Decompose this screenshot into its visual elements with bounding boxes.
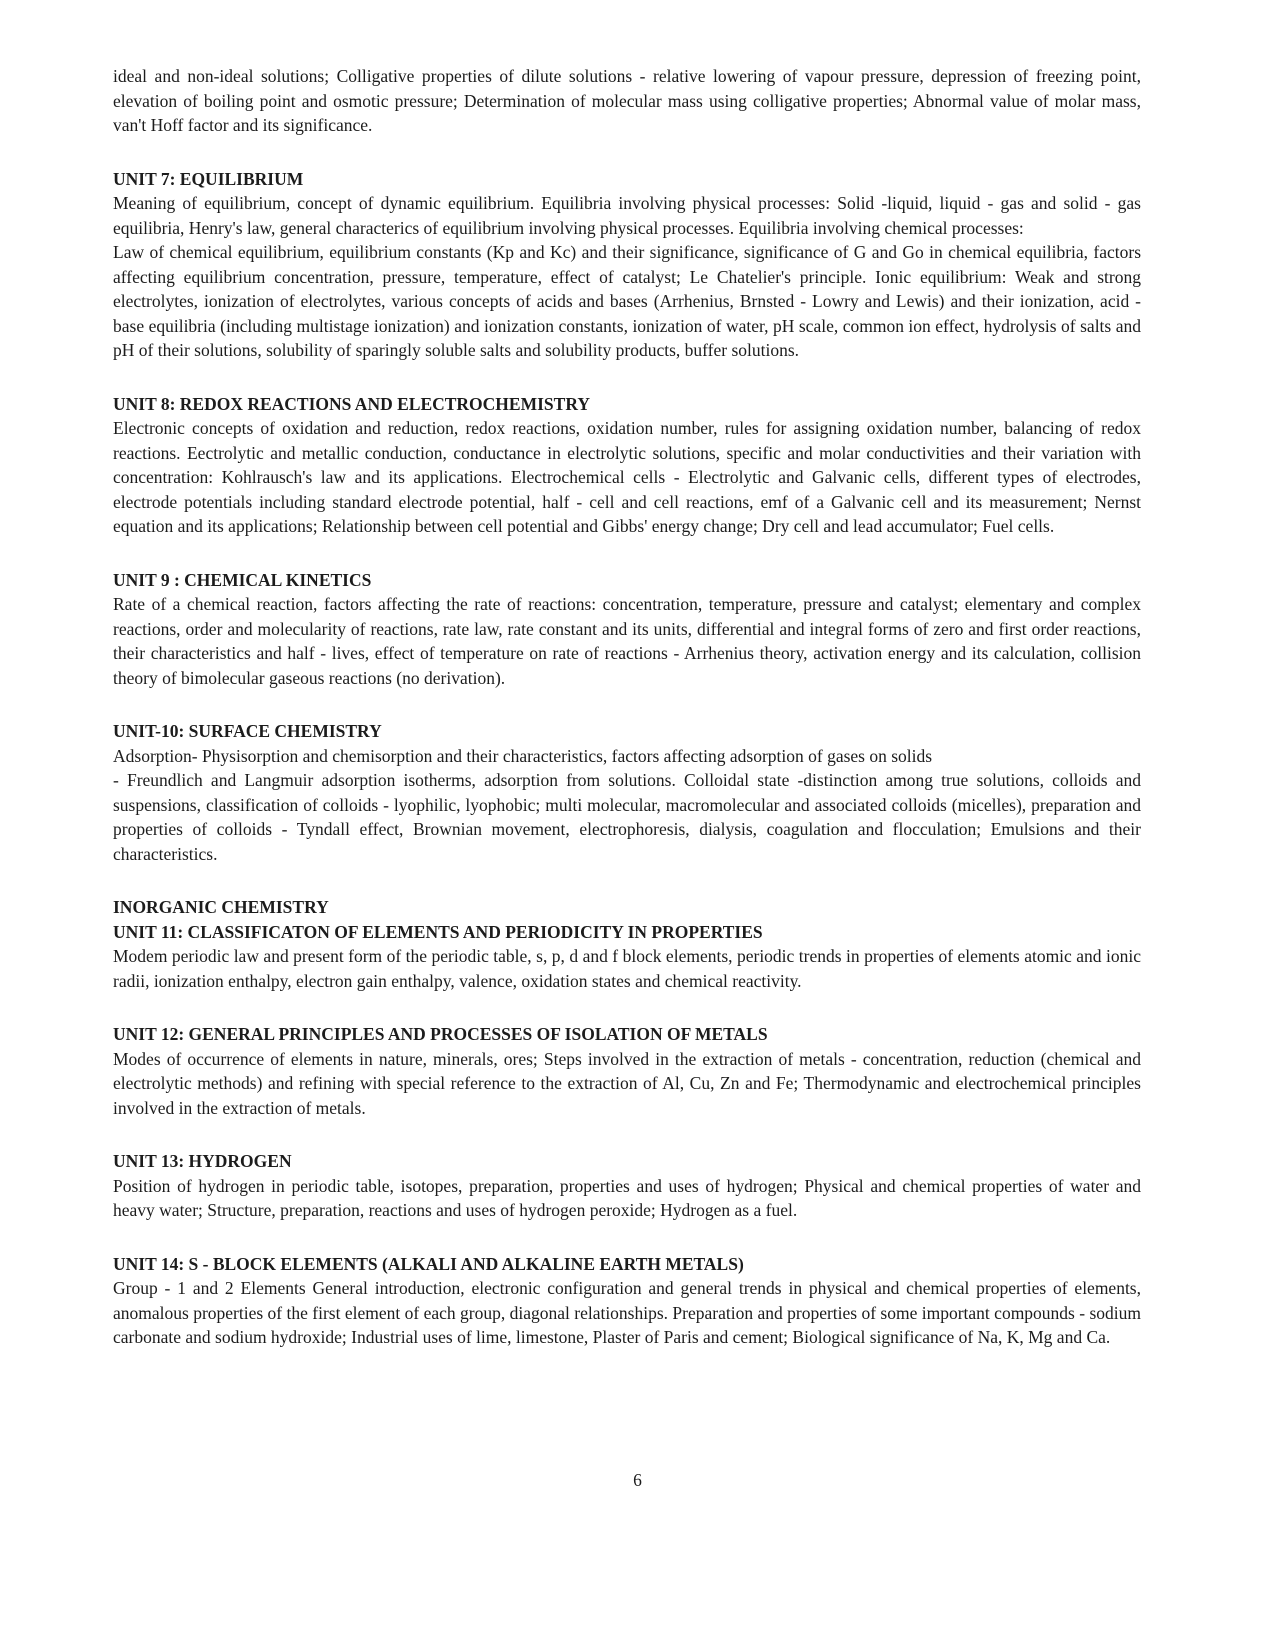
unit-12-heading: UNIT 12: GENERAL PRINCIPLES AND PROCESSES OF ISOLATION OF METALS [113, 1024, 768, 1044]
unit-11-heading: UNIT 11: CLASSIFICATON OF ELEMENTS AND PERIODICITY IN PROPERTIES [113, 921, 763, 942]
paragraph: Electronic concepts of oxidation and reduction, redox reactions, oxidation number, rules for assigning oxidation number, balancing of redox reactions. Eectrolytic and metallic conduction, conductance in electrolytic solutions, specific and molar conductivities and their variation with concentration: Kohlrausch's law and its applications. Electrochemical cells - Electrolytic and Galvanic cells, different types of electrodes, electrode potentials including standard electrode potential, half - cell and cell reactions, emf of a Galvanic cell and its measurement; Nernst equation and its applications; Relationship between cell potential and Gibbs' energy change; Dry cell and lead accumulator; Fuel cells. [113, 418, 1141, 536]
paragraph: - Freundlich and Langmuir adsorption isotherms, adsorption from solutions. Colloidal state -distinction among true solutions, colloids and suspensions, classification of colloids - lyophilic, lyophobic; multi molecular, macromolecular and associated colloids (micelles), preparation and properties of colloids - Tyndall effect, Brownian movement, electrophoresis, dialysis, coagulation and flocculation; Emulsions and their characteristics. [113, 770, 1141, 864]
paragraph: Adsorption- Physisorption and chemisorption and their characteristics, factors affecting adsorption of gases on solids [113, 745, 933, 766]
paragraph: Rate of a chemical reaction, factors affecting the rate of reactions: concentration, temperature, pressure and catalyst; elementary and complex reactions, order and molecularity of reactions, rate law, rate constant and its units, differential and integral forms of zero and first order reactions, their characteristics and half - lives, effect of temperature on rate of reactions - Arrhenius theory, activation energy and its calculation, collision theory of bimolecular gaseous reactions (no derivation). [113, 594, 1141, 688]
section-unit-11-classification-periodicity [113, 895, 1141, 993]
paragraph: Modem periodic law and present form of the periodic table, s, p, d and f block elements, periodic trends in properties of elements atomic and ionic radii, ionization enthalpy, electron gain enthalpy, valence, oxidation states and chemical reactivity. [113, 946, 1141, 991]
unit-14-heading: UNIT 14: S - BLOCK ELEMENTS (ALKALI AND ALKALINE EARTH METALS) [113, 1253, 744, 1274]
page-content [113, 64, 1141, 1379]
unit-13-heading: UNIT 13: HYDROGEN [113, 1151, 292, 1171]
section-solutions-continued [113, 64, 1141, 138]
paragraph: ideal and non-ideal solutions; Colligative properties of dilute solutions - relative lowering of vapour pressure, depression of freezing point, elevation of boiling point and osmotic pressure; Determination of molecular mass using colligative properties; Abnormal value of molar mass, van't Hoff factor and its significance. [113, 66, 1141, 135]
unit-9-heading: UNIT 9 : CHEMICAL KINETICS [113, 569, 372, 590]
section-unit-9-chemical-kinetics [113, 568, 1141, 691]
inorganic-chemistry-heading: INORGANIC CHEMISTRY [113, 897, 329, 917]
paragraph: Meaning of equilibrium, concept of dynamic equilibrium. Equilibria involving physical processes: Solid -liquid, liquid - gas and solid - gas equilibria, Henry's law, general characterics of equilibrium involving physical processes. Equilibria involving chemical processes: [113, 193, 1141, 238]
unit-10-heading: UNIT-10: SURFACE CHEMISTRY [113, 721, 382, 741]
paragraph: Group - 1 and 2 Elements General introduction, electronic configuration and general trends in physical and chemical properties of elements, anomalous properties of the first element of each group, diagonal relationships. Preparation and properties of some important compounds - sodium carbonate and sodium hydroxide; Industrial uses of lime, limestone, Plaster of Paris and cement; Biological significance of Na, K, Mg and Ca. [113, 1278, 1141, 1347]
page-number: 6 [633, 1470, 642, 1490]
section-unit-8-redox-electrochemistry [113, 392, 1141, 539]
paragraph: Modes of occurrence of elements in nature, minerals, ores; Steps involved in the extraction of metals - concentration, reduction (chemical and electrolytic methods) and refining with special reference to the extraction of Al, Cu, Zn and Fe; Thermodynamic and electrochemical principles involved in the extraction of metals. [113, 1048, 1141, 1118]
section-unit-10-surface-chemistry [113, 719, 1141, 866]
unit-8-heading: UNIT 8: REDOX REACTIONS AND ELECTROCHEMISTRY [113, 393, 590, 414]
unit-7-heading: UNIT 7: EQUILIBRIUM [113, 168, 304, 189]
section-unit-14-s-block-elements [113, 1252, 1141, 1350]
section-unit-12-isolation-of-metals [113, 1022, 1141, 1120]
page-footer [0, 1468, 1275, 1493]
section-unit-13-hydrogen [113, 1149, 1141, 1223]
section-unit-7-equilibrium [113, 167, 1141, 363]
paragraph: Position of hydrogen in periodic table, isotopes, preparation, properties and uses of hydrogen; Physical and chemical properties of water and heavy water; Structure, preparation, reactions and uses of hydrogen peroxide; Hydrogen as a fuel. [113, 1175, 1141, 1220]
paragraph: Law of chemical equilibrium, equilibrium constants (Kp and Kc) and their significance, significance of G and Go in chemical equilibria, factors affecting equilibrium concentration, pressure, temperature, effect of catalyst; Le Chatelier's principle. Ionic equilibrium: Weak and strong electrolytes, ionization of electrolytes, various concepts of acids and bases (Arrhenius, Brnsted - Lowry and Lewis) and their ionization, acid - base equilibria (including multistage ionization) and ionization constants, ionization of water, pH scale, common ion effect, hydrolysis of salts and pH of their solutions, solubility of sparingly soluble salts and solubility products, buffer solutions. [113, 242, 1141, 360]
